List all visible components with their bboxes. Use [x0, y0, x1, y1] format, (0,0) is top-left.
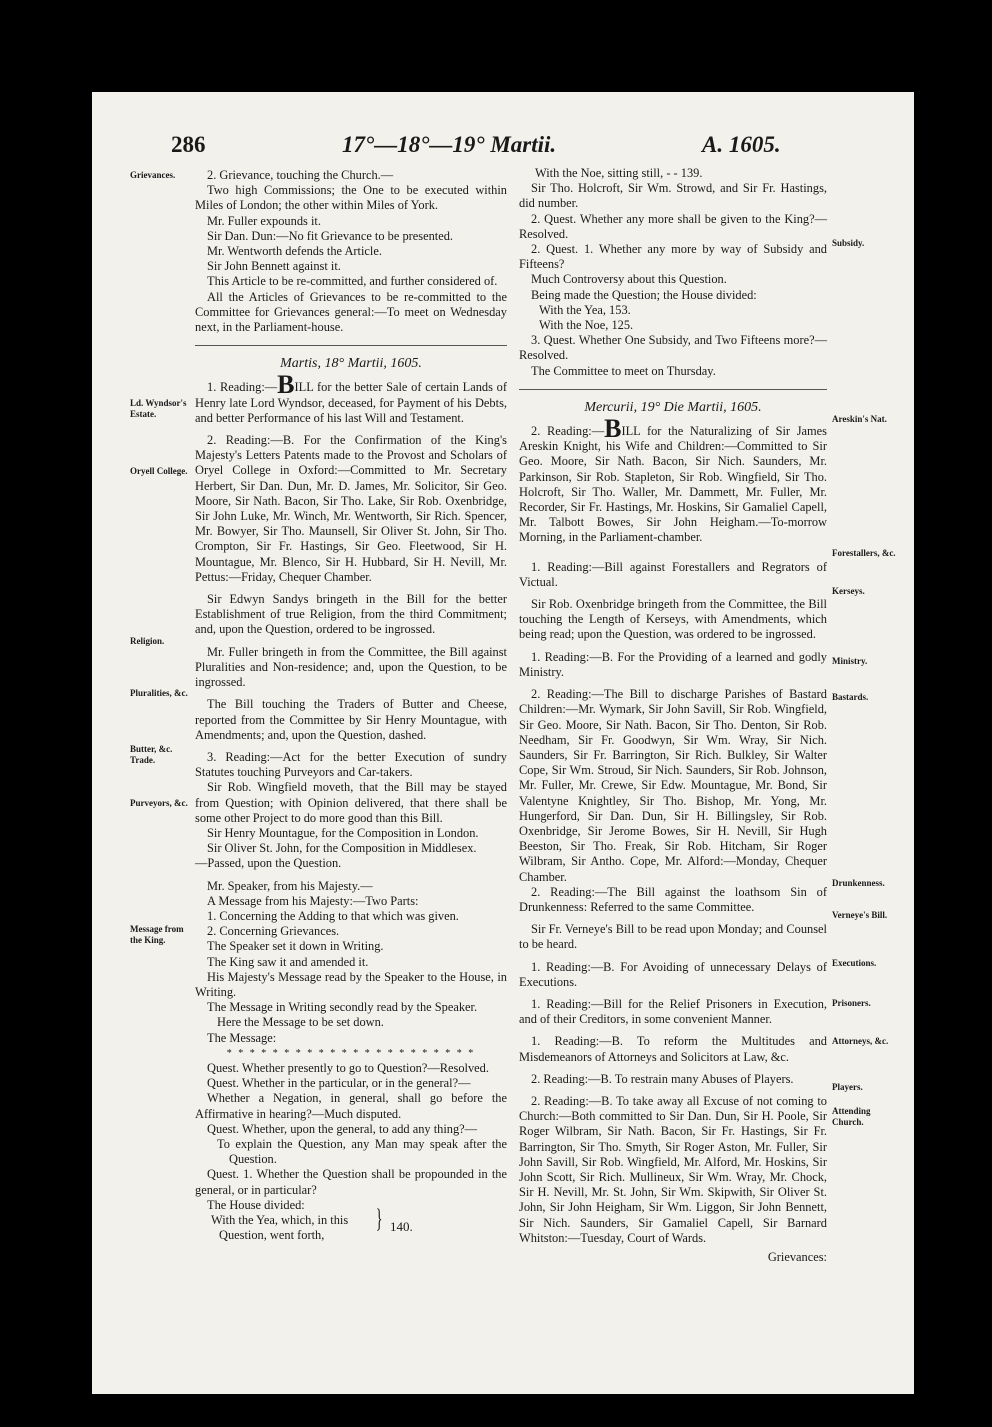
- entry: The Message:: [207, 1030, 277, 1045]
- entry: Sir Rob. Wingfield moveth, that the Bill may be stayed from Question; with Opinion delivered, that there shall be some other Project to do more good than this Bill.: [195, 780, 507, 825]
- margin-note: Ministry.: [832, 656, 868, 666]
- entry: Two high Commissions; the One to be executed within Miles of London; the other within Miles of York.: [195, 183, 507, 213]
- entry: Sir Henry Mountague, for the Composition in London.: [207, 825, 479, 840]
- entry-message: Mr. Speaker, from his Majesty.—: [207, 878, 373, 893]
- entry: His Majesty's Message read by the Speaker to the House, in Writing.: [195, 969, 507, 999]
- margin-note: Subsidy.: [832, 238, 865, 248]
- left-column: [195, 168, 507, 1243]
- margin-note: Areskin's Nat.: [832, 414, 887, 424]
- entry: Quest. Whether, upon the general, to add any thing?—: [207, 1121, 478, 1136]
- margin-note: Grievances.: [130, 170, 176, 180]
- entry-players: 2. Reading:—B. To restrain many Abuses of Players.: [531, 1071, 794, 1086]
- entry-oryell: 2. Reading:—B. For the Confirmation of the King's Majesty's Letters Patents made to the Provost and Scholars of Oryel College in Oxford:—Committed to Mr. Secretary Herbert, Sir Dan. Dun, Mr. D. James, Mr. Solicitor, Sir Geo. Moore, Sir Nath. Bacon, Sir Tho. Lake, Sir Rob. Oxenbridge, Sir John Luke, Mr. Winch, Mr. Wentworth, Sir Rich. Spencer, Mr. Bowyer, Sir Tho. Maunsell, Sir Oliver St. John, Sir Tho. Crompton, Sir Fr. Hastings, Sir Geo. Fleetwood, Sir H. Mountague, Mr. Blenco, Sir H. Hubbard, Sir H. Nevill, Mr. Pettus:—Friday, Chequer Chamber.: [195, 433, 507, 584]
- margin-note: Ld. Wyndsor's Estate.: [130, 398, 187, 419]
- entry: Sir Oliver St. John, for the Composition in Middlesex.: [207, 841, 477, 856]
- day-heading: Mercurii, 19° Die Martii, 1605.: [519, 389, 827, 415]
- margin-note: Message from the King.: [130, 924, 184, 945]
- entry-prisoners: 1. Reading:—Bill for the Relief Prisoners in Execution, and of their Creditors, in some convenient Manner.: [519, 996, 827, 1027]
- entry: Whether a Negation, in general, shall go before the Affirmative in hearing?—Much disputed.: [195, 1091, 507, 1121]
- entry-purveyors: 3. Reading:—Act for the better Execution of sundry Statutes touching Purveyors and Car-takers.: [195, 749, 507, 780]
- entry: Much Controversy about this Question.: [531, 272, 727, 287]
- entry: The King saw it and amended it.: [207, 954, 369, 969]
- yea-count: 140.: [390, 1219, 413, 1234]
- entry: To explain the Question, any Man may speak after the Question.: [217, 1136, 507, 1167]
- margin-note: Purveyors, &c.: [130, 798, 188, 808]
- entry-religion: Sir Edwyn Sandys bringeth in the Bill for the better Establishment of true Religion, from the third Commitment; and, upon the Question, ordered to be ingrossed.: [195, 592, 507, 637]
- entry-areskin: [519, 414, 827, 546]
- margin-note: Verneye's Bill.: [832, 910, 888, 920]
- entry: The Message in Writing secondly read by the Speaker.: [207, 1000, 478, 1015]
- margin-note: Drunkenness.: [832, 878, 885, 888]
- entry: The Speaker set it down in Writing.: [207, 939, 384, 954]
- entry: Quest. 1. Whether the Question shall be propounded in the general, or in particular?: [195, 1167, 507, 1197]
- entry: Mr. Fuller expounds it.: [207, 213, 321, 228]
- drop-cap: B: [277, 370, 295, 400]
- entry-pluralities: Mr. Fuller bringeth in from the Committee, the Bill against Pluralities and Non-residence; and, upon the Question, to be ingrossed.: [195, 644, 507, 690]
- entry: With the Yea, which, in this: [211, 1213, 349, 1227]
- entry: 3. Quest. Whether One Subsidy, and Two Fifteens more?—Resolved.: [519, 333, 827, 363]
- entry: With the Yea, 153.: [539, 302, 631, 317]
- margin-note: Oryell College.: [130, 466, 188, 476]
- entry: All the Articles of Grievances to be re-committed to the Committee for Grievances general:—To meet on Wednesday next, in the Parliament-house.: [195, 289, 507, 335]
- page-number: 286: [171, 132, 206, 157]
- margin-note: Players.: [832, 1082, 863, 1092]
- margin-note: Forestallers, &c.: [832, 548, 896, 558]
- entry: Mr. Wentworth defends the Article.: [207, 244, 382, 259]
- entry-wyndsor: [195, 370, 507, 426]
- entry: Quest. Whether in the particular, or in the general?—: [207, 1076, 471, 1091]
- entry: A Message from his Majesty:—Two Parts:: [207, 893, 419, 908]
- margin-note: Religion.: [130, 636, 165, 646]
- entry-verneye: Sir Fr. Verneye's Bill to be read upon Monday; and Counsel to be heard.: [519, 922, 827, 952]
- margin-note: Pluralities, &c.: [130, 688, 188, 698]
- day-heading: Martis, 18° Martii, 1605.: [195, 345, 507, 371]
- entry-ministry: 1. Reading:—B. For the Providing of a learned and godly Ministry.: [519, 649, 827, 679]
- omission-stars: * * * * * * * * * * * * * * * * * * * * * *: [226, 1047, 476, 1059]
- entry-text: ILL for the better Sale of certain Lands of Henry late Lord Wyndsor, deceased, for Payment of his Debts, and better Performance of his last Will and Testament.: [195, 380, 507, 425]
- entry-bastards: 2. Reading:—The Bill to discharge Parishes of Bastard Children:—Mr. Wymark, Sir John Savill, Sir Rob. Wingfield, Sir Geo. Moore, Sir Nath. Bacon, Sir Tho. Denton, Sir Rob. Needham, Sir Fr. Goodwyn, Sir Wm. Wray, Sir Nich. Saunders, Sir Fr. Barrington, Sir Rich. Bulkley, Sir Walter Cope, Sir Wm. Stroud, Sir Nich. Saunders, Sir Rob. Johnson, Mr. Fuller, Mr. Crewe, Sir Edw. Mountague, Mr. Bond, Sir Valentyne Knightley, Sir Tho. Bishop, Mr. Yong, Mr. Hungerford, Sir Dan. Dun, Sir H. Billingsley, Sir Rob. Oxenbridge, Sir Jerome Bowes, Sir H. Nevill, Sir Hugh Beeston, Sir Tho. Freak, Sir Rob. Hitcham, Sir Roger Wilbram, Sir Antho. Cope, Mr. Alford:—Monday, Chequer Chamber.: [519, 687, 827, 884]
- entry-executions: 1. Reading:—B. For Avoiding of unnecessary Delays of Executions.: [519, 959, 827, 989]
- entry: Quest. Whether presently to go to Question?—Resolved.: [207, 1060, 489, 1075]
- entry-butter: The Bill touching the Traders of Butter and Cheese, reported from the Committee by Sir Henry Mountague, with Amendments; and, upon the Question, dashed.: [195, 697, 507, 742]
- margin-note: Butter, &c. Trade.: [130, 744, 173, 765]
- entry: —Passed, upon the Question.: [195, 856, 342, 871]
- entry: 2. Quest. 1. Whether any more by way of Subsidy and Fifteens?: [519, 242, 827, 272]
- margin-note: Kerseys.: [832, 586, 865, 596]
- entry: The House divided:: [207, 1197, 305, 1212]
- right-column: [519, 166, 827, 1265]
- entry-church: 2. Reading:—B. To take away all Excuse of not coming to Church:—Both committed to Sir Dan. Dun, Sir H. Poole, Sir Roger Wilbram, Sir Nath. Bacon, Sir Fr. Hastings, Sir Fr. Barrington, Sir Tho. Smyth, Sir Roger Aston, Mr. Fuller, Sir John Savill, Sir Rob. Wingfield, Mr. Alford, Mr. Hoskins, Sir John Scott, Sir Rich. Mullineux, Sir Wm. Wray, Mr. Chock, Sir H. Nevill, Mr. St. John, Sir Wm. Skipwith, Sir Oliver St. John, Sir John Heigham, Sir Wm. Liggon, Sir John Bennett, Sir Nich. Saunders, Sir Gamaliel Capell, Sir Barnard Whitston:—Tuesday, Court of Wards.: [519, 1093, 827, 1245]
- entry-text: ILL for the Naturalizing of Sir James Areskin Knight, his Wife and Children:—Committed to Sir Geo. Moore, Sir Nath. Bacon, Sir Nich. Saunders, Mr. Parkinson, Sir Rob. Stapleton, Sir Rob. Wingfield, Sir Tho. Holcroft, Sir Tho. Waller, Mr. Dammett, Mr. Fuller, Mr. Recorder, Sir Fr. Hastings, Mr. Hoskins, Sir Gamaliel Capell, Mr. Talbott Bowes, Sir John Heigham.—To-morrow Morning, in the Parliament-chamber.: [519, 424, 827, 545]
- entry: This Article to be re-committed, and further considered of.: [207, 274, 498, 289]
- header-year: A. 1605.: [702, 132, 781, 157]
- journal-page: [92, 92, 914, 1394]
- entry-kerseys: Sir Rob. Oxenbridge bringeth from the Committee, the Bill touching the Length of Kerseys, with Amendments, which being read; upon the Question, was ordered to be ingrossed.: [519, 597, 827, 642]
- entry: Sir John Bennett against it.: [207, 259, 341, 274]
- page-header: [92, 132, 914, 166]
- entry: 1. Concerning the Adding to that which was given.: [207, 908, 459, 923]
- reading-label: 2. Reading:—: [531, 424, 605, 439]
- entry: 2. Concerning Grievances.: [207, 924, 340, 939]
- margin-note: Attending Church.: [832, 1106, 871, 1127]
- margin-note: Attorneys, &c.: [832, 1036, 889, 1046]
- entry: Here the Message to be set down.: [217, 1015, 384, 1030]
- brace-glyph: }: [375, 1204, 383, 1233]
- entry: With the Noe, sitting still, - - 139.: [535, 166, 703, 180]
- reading-label: 1. Reading:—: [207, 380, 278, 395]
- header-dates: 17°—18°—19° Martii.: [342, 132, 557, 157]
- margin-note: Executions.: [832, 958, 877, 968]
- entry-drunkenness: 2. Reading:—The Bill against the loathsom Sin of Drunkenness: Referred to the same Committee.: [519, 884, 827, 914]
- entry: The Committee to meet on Thursday.: [531, 363, 716, 378]
- entry-attorneys: 1. Reading:—B. To reform the Multitudes and Misdemeanors of Attorneys and Solicitors at Law, &c.: [519, 1034, 827, 1064]
- entry: Being made the Question; the House divided:: [531, 287, 757, 302]
- margin-note: Bastards.: [832, 692, 869, 702]
- entry: 2. Grievance, touching the Church.—: [207, 168, 394, 182]
- drop-cap: B: [604, 414, 622, 444]
- catchword: Grievances:: [767, 1250, 827, 1264]
- entry: With the Noe, 125.: [539, 318, 634, 333]
- margin-note: Prisoners.: [832, 998, 871, 1008]
- entry: Sir Tho. Holcroft, Sir Wm. Strowd, and Sir Fr. Hastings, did number.: [519, 181, 827, 211]
- entry: Sir Dan. Dun:—No fit Grievance to be presented.: [207, 228, 454, 243]
- entry-forestallers: 1. Reading:—Bill against Forestallers and Regrators of Victual.: [519, 559, 827, 589]
- entry: Question, went forth,: [219, 1228, 325, 1243]
- entry: 2. Quest. Whether any more shall be given to the King?—Resolved.: [519, 211, 827, 241]
